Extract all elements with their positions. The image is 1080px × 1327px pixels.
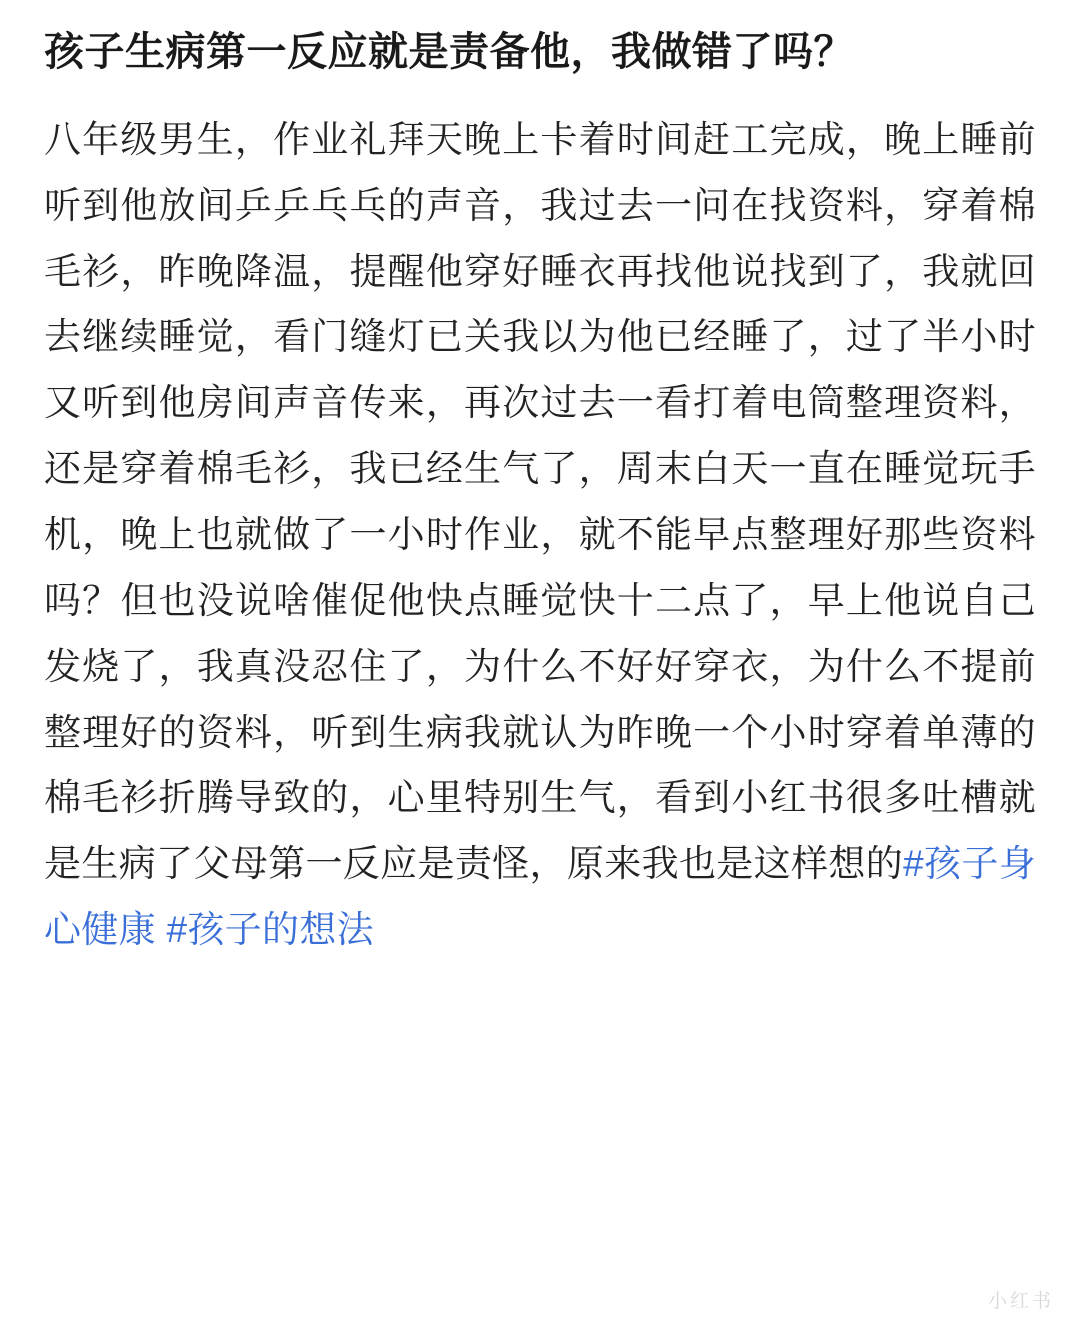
watermark: 小红书 (987, 1290, 1054, 1312)
post-body-text: 八年级男生，作业礼拜天晚上卡着时间赶工完成，晚上睡前听到他放间乒乒乓乓的声音，我过去一问在找资料，穿着棉毛衫，昨晚降温，提醒他穿好睡衣再找他说找到了，我就回去继续睡觉，看门缝灯已关我以为他已经睡了，过了半小时又听到他房间声音传来，再次过去一看打着电筒整理资料，还是穿着棉毛衫，我已经生气了，周末白天一直在睡觉玩手机，晚上也就做了一小时作业，就不能早点整理好那些资料吗？但也没说啥催促他快点睡觉快十二点了，早上他说自己发烧了，我真没忍住了，为什么不好好穿衣，为什么不提前整理好的资料，听到生病我就认为昨晚一个小时穿着单薄的棉毛衫折腾导致的，心里特别生气，看到小红书很多吐槽就是生病了父母第一反应是责怪，原来我也是这样想的 (44, 118, 1036, 885)
post-body (44, 107, 1036, 963)
page-title: 孩子生病第一反应就是责备他，我做错了吗？ (44, 30, 854, 74)
hashtag-child-thoughts[interactable]: #孩子的想法 (166, 909, 374, 951)
hashtag-child-mental-health[interactable]: #孩子身心健康 (44, 843, 1036, 951)
